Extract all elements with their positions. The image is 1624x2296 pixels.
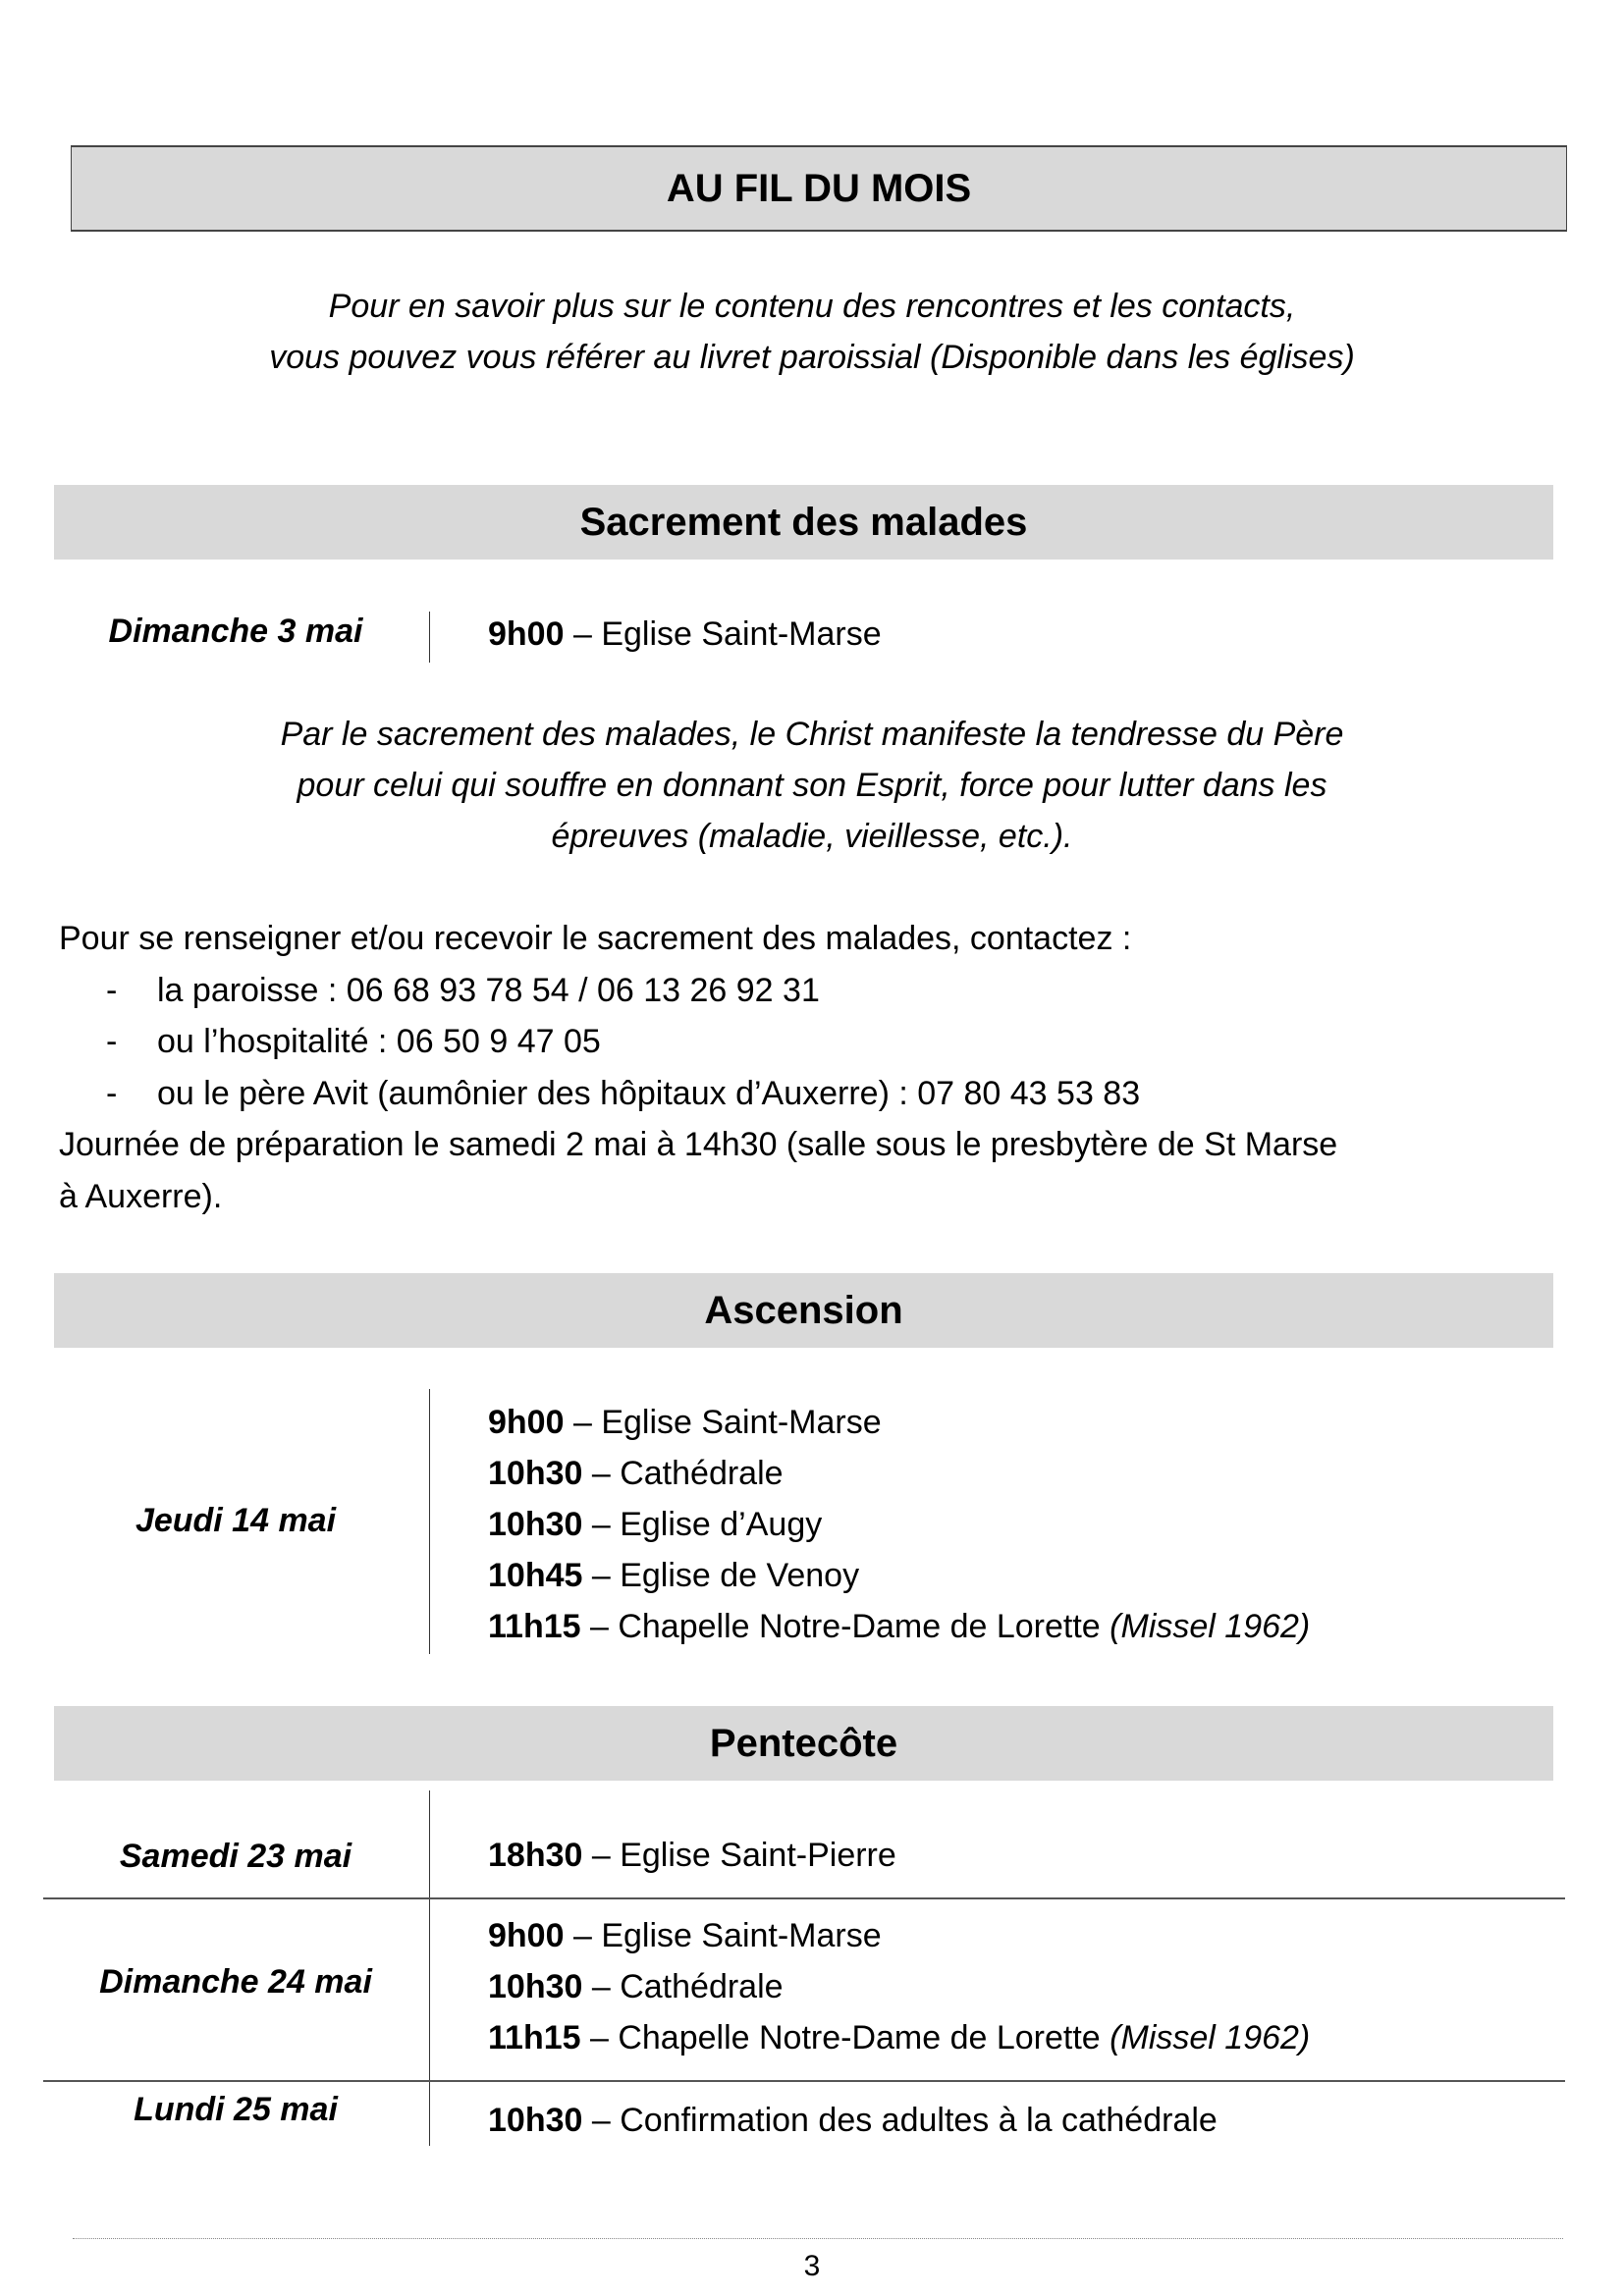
schedule-entry xyxy=(488,1448,1310,1499)
entry-time: 11h15 xyxy=(488,2019,581,2056)
section-heading-sacrement xyxy=(54,485,1553,560)
schedule-list xyxy=(488,1397,1310,1652)
preparation-line: à Auxerre). xyxy=(59,1177,223,1215)
schedule-entry xyxy=(488,1550,1310,1601)
intro-line: vous pouvez vous référer au livret paroissial (Disponible dans les églises) xyxy=(269,339,1355,376)
contact-intro: Pour se renseigner et/ou recevoir le sacrement des malades, contactez : xyxy=(59,920,1132,957)
entry-separator: – xyxy=(582,1557,621,1594)
schedule-entry xyxy=(488,1397,1310,1448)
paragraph-line: pour celui qui souffre en donnant son Esprit, force pour lutter dans les xyxy=(297,767,1327,804)
entry-separator: – xyxy=(582,1506,621,1543)
schedule-entry xyxy=(488,1499,1310,1550)
entry-place: Confirmation des adultes à la cathédrale xyxy=(620,2102,1218,2139)
contact-item xyxy=(59,1016,1337,1068)
entry-time: 10h30 xyxy=(488,1968,583,2005)
entry-place: Cathédrale xyxy=(620,1968,784,2005)
day-label: Lundi 25 mai xyxy=(134,2091,338,2128)
entry-place: Chapelle Notre-Dame de Lorette xyxy=(618,1608,1110,1645)
section-title: Sacrement des malades xyxy=(579,500,1028,544)
schedule-entry xyxy=(488,609,882,660)
entry-separator: – xyxy=(582,2102,621,2139)
entry-time: 9h00 xyxy=(488,1404,565,1441)
day-label: Samedi 23 mai xyxy=(119,1838,352,1875)
entry-separator: – xyxy=(564,1404,602,1441)
contact-text: la paroisse : 06 68 93 78 54 / 06 13 26 92 31 xyxy=(157,971,820,1009)
entry-place: Eglise Saint-Pierre xyxy=(620,1837,896,1874)
entry-time: 9h00 xyxy=(488,615,565,653)
schedule-list xyxy=(488,1910,1310,2063)
preparation-line: Journée de préparation le samedi 2 mai à 14h30 (salle sous le presbytère de St Marse xyxy=(59,1126,1338,1163)
entry-place: Cathédrale xyxy=(620,1455,784,1492)
column-divider xyxy=(429,1389,430,1654)
contact-item xyxy=(59,965,1337,1017)
bullet-dash: - xyxy=(106,1023,118,1060)
column-divider xyxy=(429,1790,430,1898)
section-title: Pentecôte xyxy=(709,1721,898,1765)
section-heading-ascension xyxy=(54,1273,1553,1348)
page-number: 3 xyxy=(803,2250,821,2282)
paragraph-line: épreuves (maladie, vieillesse, etc.). xyxy=(551,818,1073,855)
day-label: Dimanche 3 mai xyxy=(108,613,363,650)
contact-block xyxy=(59,913,1337,1222)
bullet-dash: - xyxy=(106,971,118,1009)
schedule-entry xyxy=(488,1830,896,1881)
entry-note: (Missel 1962) xyxy=(1110,2019,1311,2056)
schedule-entry xyxy=(488,1910,1310,1961)
entry-time: 10h30 xyxy=(488,2102,583,2139)
entry-separator: – xyxy=(580,2019,619,2056)
entry-separator: – xyxy=(582,1455,621,1492)
intro-line: Pour en savoir plus sur le contenu des rencontres et les contacts, xyxy=(328,288,1296,325)
day-label: Jeudi 14 mai xyxy=(135,1502,337,1539)
day-label: Dimanche 24 mai xyxy=(99,1963,372,2001)
entry-time: 9h00 xyxy=(488,1917,565,1954)
contact-item xyxy=(59,1068,1337,1120)
schedule-entry xyxy=(488,2012,1310,2063)
column-divider xyxy=(429,2082,430,2146)
entry-time: 10h30 xyxy=(488,1455,583,1492)
entry-separator: – xyxy=(582,1837,621,1874)
column-divider xyxy=(429,612,430,663)
entry-note: (Missel 1962) xyxy=(1110,1608,1311,1645)
entry-place: Chapelle Notre-Dame de Lorette xyxy=(618,2019,1110,2056)
bullet-dash: - xyxy=(106,1074,118,1112)
schedule-entry xyxy=(488,2095,1218,2146)
schedule-entry xyxy=(488,1961,1310,2012)
entry-time: 11h15 xyxy=(488,1608,581,1645)
page-title: AU FIL DU MOIS xyxy=(666,166,972,210)
entry-separator: – xyxy=(564,1917,602,1954)
entry-time: 10h30 xyxy=(488,1506,583,1543)
entry-place: Eglise de Venoy xyxy=(620,1557,860,1594)
section-title: Ascension xyxy=(704,1288,903,1332)
section-heading-pentecote xyxy=(54,1706,1553,1781)
entry-place: Eglise Saint-Marse xyxy=(601,1404,882,1441)
page-title-box xyxy=(71,145,1567,232)
entry-separator: – xyxy=(582,1968,621,2005)
row-divider xyxy=(43,1897,1565,1899)
entry-time: 18h30 xyxy=(488,1837,583,1874)
intro-text xyxy=(0,281,1624,383)
sacrement-paragraph xyxy=(0,709,1624,862)
column-divider xyxy=(429,1899,430,2081)
entry-separator: – xyxy=(564,615,602,653)
contact-text: ou le père Avit (aumônier des hôpitaux d’Auxerre) : 07 80 43 53 83 xyxy=(157,1074,1141,1112)
paragraph-line: Par le sacrement des malades, le Christ manifeste la tendresse du Père xyxy=(280,716,1344,753)
footer-divider xyxy=(73,2238,1563,2239)
row-divider xyxy=(43,2080,1565,2082)
entry-time: 10h45 xyxy=(488,1557,583,1594)
entry-place: Eglise Saint-Marse xyxy=(601,1917,882,1954)
schedule-entry xyxy=(488,1601,1310,1652)
contact-text: ou l’hospitalité : 06 50 9 47 05 xyxy=(157,1023,601,1060)
entry-place: Eglise d’Augy xyxy=(620,1506,823,1543)
entry-place: Eglise Saint-Marse xyxy=(601,615,882,653)
entry-separator: – xyxy=(580,1608,619,1645)
